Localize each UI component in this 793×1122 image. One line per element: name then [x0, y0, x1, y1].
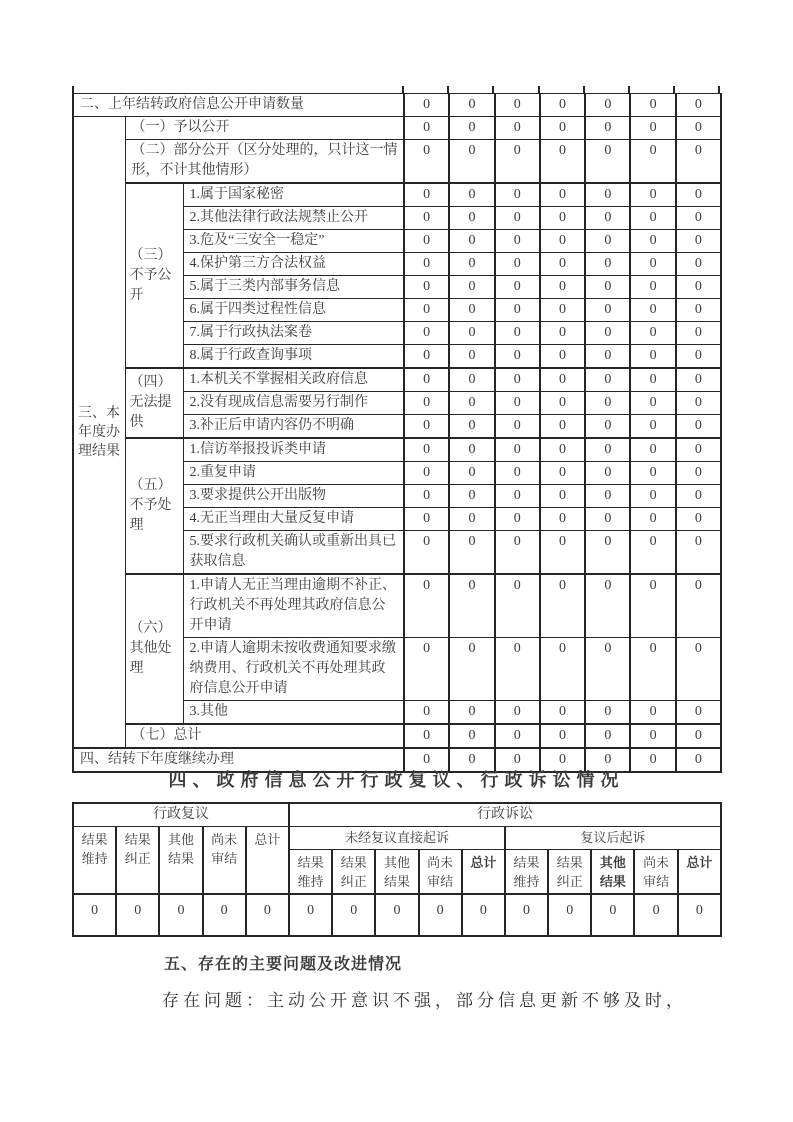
value-cell: 0 [495, 724, 540, 748]
value-cell: 0 [449, 438, 494, 462]
value-cell: 0 [630, 368, 675, 392]
column-header: 结果纠正 [116, 826, 159, 894]
value-cell: 0 [676, 638, 721, 701]
value-cell: 0 [540, 207, 585, 230]
review-litigation-table [72, 802, 722, 937]
value-cell: 0 [495, 508, 540, 531]
value-cell: 0 [630, 574, 675, 638]
value-cell: 0 [404, 322, 449, 345]
value-cell: 0 [404, 140, 449, 184]
value-cell: 0 [404, 299, 449, 322]
value-cell: 0 [116, 894, 159, 936]
value-cell: 0 [585, 485, 630, 508]
row-label: 2.申请人逾期未按收费通知要求缴纳费用、行政机关不再处理其政府信息公开申请 [183, 638, 404, 701]
litigation-header: 行政诉讼 [289, 803, 721, 826]
value-cell: 0 [540, 508, 585, 531]
value-cell: 0 [585, 638, 630, 701]
group-label: （五）不予处理 [125, 438, 183, 574]
value-cell: 0 [495, 276, 540, 299]
value-cell: 0 [676, 724, 721, 748]
value-cell: 0 [404, 230, 449, 253]
row-label: 7.属于行政执法案卷 [183, 322, 404, 345]
value-cell: 0 [540, 253, 585, 276]
value-cell: 0 [540, 531, 585, 575]
value-cell: 0 [540, 117, 585, 140]
value-cell: 0 [404, 508, 449, 531]
value-cell: 0 [404, 368, 449, 392]
value-cell: 0 [676, 94, 721, 117]
value-cell: 0 [404, 438, 449, 462]
value-cell: 0 [540, 748, 585, 772]
table-row [73, 183, 721, 207]
value-cell: 0 [676, 322, 721, 345]
value-cell: 0 [540, 183, 585, 207]
value-cell: 0 [404, 701, 449, 725]
value-cell: 0 [585, 392, 630, 415]
value-cell: 0 [585, 117, 630, 140]
value-cell: 0 [462, 894, 505, 936]
column-header: 结果纠正 [548, 849, 591, 894]
value-cell: 0 [159, 894, 202, 936]
value-cell: 0 [540, 94, 585, 117]
value-cell: 0 [585, 462, 630, 485]
row-label: 3.危及“三安全一稳定” [183, 230, 404, 253]
value-cell: 0 [540, 438, 585, 462]
value-cell: 0 [449, 117, 494, 140]
group-label: （四）无法提供 [125, 368, 183, 438]
value-cell: 0 [678, 894, 721, 936]
value-cell: 0 [404, 94, 449, 117]
value-cell: 0 [449, 531, 494, 575]
value-cell: 0 [449, 183, 494, 207]
row-label: 二、上年结转政府信息公开申请数量 [73, 94, 404, 117]
value-cell: 0 [676, 345, 721, 369]
value-cell: 0 [419, 894, 462, 936]
value-cell: 0 [585, 140, 630, 184]
value-cell: 0 [540, 345, 585, 369]
value-cell: 0 [540, 230, 585, 253]
value-cell: 0 [591, 894, 634, 936]
table-row [73, 724, 721, 748]
value-cell: 0 [676, 701, 721, 725]
value-cell: 0 [495, 638, 540, 701]
value-cell: 0 [449, 94, 494, 117]
value-cell: 0 [540, 638, 585, 701]
value-cell: 0 [404, 117, 449, 140]
value-cell: 0 [404, 253, 449, 276]
value-cell: 0 [404, 485, 449, 508]
value-cell: 0 [449, 207, 494, 230]
value-cell: 0 [630, 508, 675, 531]
value-cell: 0 [585, 276, 630, 299]
column-header: 尚未审结 [419, 849, 462, 894]
row-label: 3.补正后申请内容仍不明确 [183, 415, 404, 439]
value-cell: 0 [630, 117, 675, 140]
value-cell: 0 [375, 894, 418, 936]
value-cell: 0 [495, 230, 540, 253]
value-cell: 0 [540, 485, 585, 508]
value-cell: 0 [585, 415, 630, 439]
column-header: 其他结果 [375, 849, 418, 894]
value-cell: 0 [676, 438, 721, 462]
value-cell: 0 [585, 724, 630, 748]
group-header: 未经复议直接起诉 [289, 826, 505, 849]
value-cell: 0 [495, 183, 540, 207]
value-cell: 0 [404, 207, 449, 230]
value-cell: 0 [676, 485, 721, 508]
value-cell: 0 [634, 894, 677, 936]
row-label: 2.没有现成信息需要另行制作 [183, 392, 404, 415]
value-cell: 0 [505, 894, 548, 936]
table-header-row [73, 803, 721, 826]
value-cell: 0 [540, 322, 585, 345]
table-data-row [73, 894, 721, 936]
row-label: （二）部分公开（区分处理的，只计这一情形，不计其他情形） [125, 140, 404, 184]
row-label: 4.无正当理由大量反复申请 [183, 508, 404, 531]
column-header: 结果维持 [505, 849, 548, 894]
row-label: 2.重复申请 [183, 462, 404, 485]
value-cell: 0 [585, 299, 630, 322]
value-cell: 0 [630, 531, 675, 575]
value-cell: 0 [495, 485, 540, 508]
value-cell: 0 [495, 392, 540, 415]
value-cell: 0 [332, 894, 375, 936]
row-label: 1.属于国家秘密 [183, 183, 404, 207]
column-header: 其他结果 [591, 849, 634, 894]
row-label: 4.保护第三方合法权益 [183, 253, 404, 276]
value-cell: 0 [449, 345, 494, 369]
value-cell: 0 [203, 894, 246, 936]
value-cell: 0 [495, 140, 540, 184]
value-cell: 0 [585, 438, 630, 462]
value-cell: 0 [495, 438, 540, 462]
value-cell: 0 [676, 574, 721, 638]
row-label: 8.属于行政查询事项 [183, 345, 404, 369]
value-cell: 0 [630, 140, 675, 184]
value-cell: 0 [676, 748, 721, 772]
value-cell: 0 [449, 392, 494, 415]
value-cell: 0 [540, 701, 585, 725]
value-cell: 0 [495, 531, 540, 575]
group-label: （六）其他处理 [125, 574, 183, 724]
value-cell: 0 [540, 724, 585, 748]
value-cell: 0 [289, 894, 332, 936]
column-header: 总计 [462, 849, 505, 894]
table-row [73, 94, 721, 117]
value-cell: 0 [540, 392, 585, 415]
value-cell: 0 [495, 574, 540, 638]
column-header: 结果纠正 [332, 849, 375, 894]
value-cell: 0 [449, 748, 494, 772]
value-cell: 0 [495, 94, 540, 117]
value-cell: 0 [585, 748, 630, 772]
value-cell: 0 [540, 462, 585, 485]
value-cell: 0 [676, 183, 721, 207]
value-cell: 0 [676, 368, 721, 392]
value-cell: 0 [630, 462, 675, 485]
value-cell: 0 [404, 276, 449, 299]
value-cell: 0 [495, 415, 540, 439]
value-cell: 0 [630, 748, 675, 772]
value-cell: 0 [540, 574, 585, 638]
value-cell: 0 [449, 253, 494, 276]
value-cell: 0 [540, 368, 585, 392]
value-cell: 0 [449, 638, 494, 701]
table-row [73, 574, 721, 638]
value-cell: 0 [449, 701, 494, 725]
value-cell: 0 [630, 183, 675, 207]
value-cell: 0 [630, 207, 675, 230]
value-cell: 0 [585, 322, 630, 345]
value-cell: 0 [449, 299, 494, 322]
value-cell: 0 [404, 415, 449, 439]
value-cell: 0 [630, 701, 675, 725]
value-cell: 0 [585, 94, 630, 117]
row-label: 1.申请人无正当理由逾期不补正、行政机关不再处理其政府信息公开申请 [183, 574, 404, 638]
value-cell: 0 [630, 415, 675, 439]
value-cell: 0 [585, 368, 630, 392]
value-cell: 0 [630, 638, 675, 701]
value-cell: 0 [404, 574, 449, 638]
value-cell: 0 [449, 574, 494, 638]
value-cell: 0 [495, 253, 540, 276]
column-header: 结果维持 [73, 826, 116, 894]
row-label: 2.其他法律行政法规禁止公开 [183, 207, 404, 230]
table-row [73, 117, 721, 140]
value-cell: 0 [676, 415, 721, 439]
value-cell: 0 [585, 508, 630, 531]
value-cell: 0 [676, 462, 721, 485]
value-cell: 0 [630, 438, 675, 462]
column-header: 结果维持 [289, 849, 332, 894]
row-label: 1.本机关不掌握相关政府信息 [183, 368, 404, 392]
value-cell: 0 [548, 894, 591, 936]
value-cell: 0 [404, 638, 449, 701]
column-header: 其他结果 [159, 826, 202, 894]
row-label: 5.属于三类内部事务信息 [183, 276, 404, 299]
row-label: 1.信访举报投诉类申请 [183, 438, 404, 462]
value-cell: 0 [585, 230, 630, 253]
value-cell: 0 [585, 574, 630, 638]
value-cell: 0 [630, 253, 675, 276]
value-cell: 0 [585, 531, 630, 575]
value-cell: 0 [495, 117, 540, 140]
value-cell: 0 [676, 140, 721, 184]
value-cell: 0 [495, 345, 540, 369]
value-cell: 0 [449, 508, 494, 531]
value-cell: 0 [585, 345, 630, 369]
value-cell: 0 [540, 276, 585, 299]
value-cell: 0 [630, 724, 675, 748]
value-cell: 0 [449, 724, 494, 748]
value-cell: 0 [449, 230, 494, 253]
value-cell: 0 [495, 299, 540, 322]
problem-statement: 存在问题：主动公开意识不强，部分信息更新不够及时， [162, 991, 687, 1010]
value-cell: 0 [246, 894, 289, 936]
value-cell: 0 [540, 140, 585, 184]
value-cell: 0 [585, 207, 630, 230]
value-cell: 0 [495, 462, 540, 485]
value-cell: 0 [676, 299, 721, 322]
value-cell: 0 [449, 462, 494, 485]
value-cell: 0 [585, 183, 630, 207]
table-header-row [73, 826, 721, 849]
row-label: 四、结转下年度继续办理 [73, 748, 404, 772]
row-label: 3.要求提供公开出版物 [183, 485, 404, 508]
value-cell: 0 [676, 531, 721, 575]
section5-title: 五、存在的主要问题及改进情况 [164, 956, 403, 973]
value-cell: 0 [495, 701, 540, 725]
row-label: （一）予以公开 [125, 117, 404, 140]
value-cell: 0 [540, 299, 585, 322]
value-cell: 0 [630, 230, 675, 253]
value-cell: 0 [676, 276, 721, 299]
value-cell: 0 [449, 140, 494, 184]
value-cell: 0 [404, 392, 449, 415]
value-cell: 0 [630, 345, 675, 369]
table-continuation-stubs [72, 86, 720, 93]
value-cell: 0 [404, 531, 449, 575]
row-label: 5.要求行政机关确认或重新出具已获取信息 [183, 531, 404, 575]
section4-title: 四、政府信息公开行政复议、行政诉讼情况 [168, 770, 625, 790]
value-cell: 0 [630, 276, 675, 299]
table-row [73, 140, 721, 184]
row-label: 6.属于四类过程性信息 [183, 299, 404, 322]
value-cell: 0 [495, 207, 540, 230]
column-header: 总计 [678, 849, 721, 894]
value-cell: 0 [404, 748, 449, 772]
value-cell: 0 [676, 230, 721, 253]
side-section-label: 三、本年度办理结果 [73, 117, 125, 749]
value-cell: 0 [630, 322, 675, 345]
value-cell: 0 [630, 485, 675, 508]
value-cell: 0 [404, 724, 449, 748]
value-cell: 0 [540, 415, 585, 439]
table-row [73, 368, 721, 392]
value-cell: 0 [495, 748, 540, 772]
value-cell: 0 [585, 701, 630, 725]
column-header: 总计 [246, 826, 289, 894]
value-cell: 0 [449, 368, 494, 392]
row-label: （七）总计 [125, 724, 404, 748]
review-header: 行政复议 [73, 803, 289, 826]
value-cell: 0 [404, 183, 449, 207]
value-cell: 0 [630, 299, 675, 322]
value-cell: 0 [495, 322, 540, 345]
group-label: （三）不予公开 [125, 183, 183, 368]
value-cell: 0 [676, 392, 721, 415]
processing-results-table [72, 93, 722, 773]
value-cell: 0 [449, 415, 494, 439]
row-label: 3.其他 [183, 701, 404, 725]
value-cell: 0 [676, 508, 721, 531]
value-cell: 0 [676, 253, 721, 276]
value-cell: 0 [676, 207, 721, 230]
value-cell: 0 [630, 94, 675, 117]
value-cell: 0 [404, 345, 449, 369]
value-cell: 0 [404, 462, 449, 485]
value-cell: 0 [630, 392, 675, 415]
table-row [73, 438, 721, 462]
value-cell: 0 [585, 253, 630, 276]
value-cell: 0 [495, 368, 540, 392]
group-header: 复议后起诉 [505, 826, 721, 849]
value-cell: 0 [73, 894, 116, 936]
column-header: 尚未审结 [634, 849, 677, 894]
value-cell: 0 [449, 276, 494, 299]
value-cell: 0 [449, 322, 494, 345]
value-cell: 0 [449, 485, 494, 508]
value-cell: 0 [676, 117, 721, 140]
column-header: 尚未审结 [203, 826, 246, 894]
